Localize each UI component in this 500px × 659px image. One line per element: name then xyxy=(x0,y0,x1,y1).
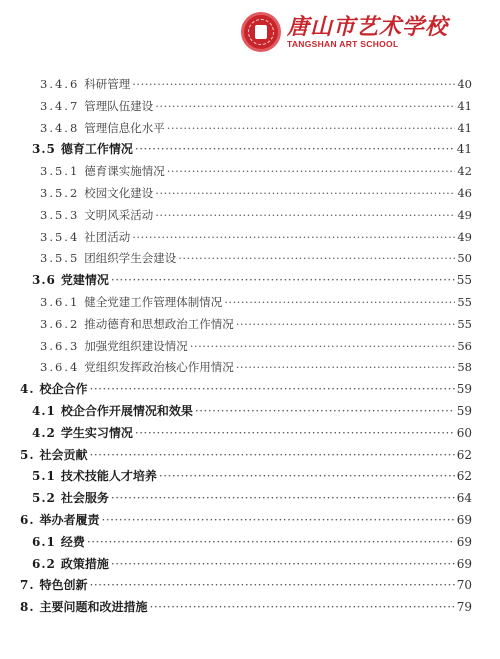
toc-entry-number: 3.5.1 xyxy=(40,164,80,179)
toc-entry[interactable] xyxy=(40,226,472,248)
toc-entry-number: 8. xyxy=(20,600,35,615)
toc-entry-page: 49 xyxy=(457,207,472,222)
toc-entry-page: 50 xyxy=(457,251,472,266)
toc-entry-number: 3.4.8 xyxy=(40,120,80,135)
toc-entry-title: 社团活动 xyxy=(84,229,131,244)
toc-leader-dots xyxy=(135,138,455,160)
toc-entry-page: 55 xyxy=(457,295,472,309)
toc-entry-title: 学生实习情况 xyxy=(60,425,133,440)
toc-leader-dots xyxy=(178,247,455,269)
toc-entry-number: 3.5.4 xyxy=(40,229,80,244)
toc-leader-dots xyxy=(167,117,456,139)
toc-entry-title: 举办者履责 xyxy=(39,513,100,527)
toc-leader-dots xyxy=(90,444,455,466)
toc-entry-number: 3.5 xyxy=(32,142,56,157)
toc-entry-number: 3.5.5 xyxy=(40,251,80,266)
toc-entry-title: 校企合作开展情况和效果 xyxy=(60,404,193,418)
toc-entry-title: 管理队伍建设 xyxy=(84,98,154,113)
toc-entry-page: 41 xyxy=(456,142,472,157)
toc-entry[interactable] xyxy=(32,422,472,444)
toc-entry[interactable] xyxy=(40,335,472,357)
toc-leader-dots xyxy=(135,422,455,444)
toc-leader-dots xyxy=(155,204,455,226)
toc-entry-title: 经费 xyxy=(60,534,85,549)
toc-leader-dots xyxy=(224,291,455,313)
toc-entry[interactable] xyxy=(40,117,472,139)
toc-leader-dots xyxy=(190,335,456,357)
toc-entry-page: 58 xyxy=(457,360,472,375)
toc-leader-dots xyxy=(111,269,455,291)
toc-entry[interactable] xyxy=(40,160,472,182)
toc-entry-page: 42 xyxy=(457,164,472,179)
toc-entry[interactable] xyxy=(20,574,472,596)
toc-leader-dots xyxy=(111,553,455,575)
toc-entry-page: 69 xyxy=(456,534,472,549)
toc-leader-dots xyxy=(159,465,455,487)
toc-leader-dots xyxy=(155,182,455,204)
toc-entry[interactable] xyxy=(40,95,472,117)
toc-leader-dots xyxy=(102,509,455,531)
toc-entry[interactable] xyxy=(20,378,472,400)
toc-entry[interactable] xyxy=(20,444,472,466)
toc-entry[interactable] xyxy=(20,509,472,531)
toc-entry-page: 59 xyxy=(456,382,472,397)
toc-entry-page: 69 xyxy=(456,556,472,571)
toc-entry[interactable] xyxy=(40,73,472,95)
toc-entry-title: 主要问题和改进措施 xyxy=(39,600,148,615)
toc-entry-title: 团组织学生会建设 xyxy=(84,251,177,266)
toc-leader-dots xyxy=(167,160,456,182)
toc-leader-dots xyxy=(90,378,455,400)
toc-entry-number: 7. xyxy=(20,578,35,593)
toc-leader-dots xyxy=(132,73,455,95)
toc-entry-title: 德育工作情况 xyxy=(60,142,133,157)
toc-entry-page: 62 xyxy=(456,447,472,462)
toc-entry-page: 64 xyxy=(456,491,472,506)
toc-entry-title: 推动德育和思想政治工作情况 xyxy=(84,316,234,331)
toc-entry-number: 3.5.2 xyxy=(40,186,80,200)
toc-entry[interactable] xyxy=(20,596,472,618)
toc-entry-number: 3.5.3 xyxy=(40,207,80,222)
toc-entry-page: 69 xyxy=(456,513,472,527)
toc-entry[interactable] xyxy=(32,465,472,487)
toc-entry-number: 4.1 xyxy=(32,404,56,418)
toc-entry-page: 40 xyxy=(457,77,472,91)
toc-entry-page: 70 xyxy=(456,578,472,593)
toc-entry-number: 6. xyxy=(20,513,35,527)
toc-entry-title: 技术技能人才培养 xyxy=(60,469,157,484)
toc-entry-number: 5.2 xyxy=(32,491,56,506)
toc-entry-page: 62 xyxy=(456,469,472,484)
toc-entry-number: 3.4.6 xyxy=(40,77,80,91)
toc-entry-title: 科研管理 xyxy=(84,77,131,91)
toc-entry-title: 健全党建工作管理体制情况 xyxy=(84,295,223,309)
toc-entry-number: 3.4.7 xyxy=(40,98,80,113)
school-logo-wordmark xyxy=(287,15,448,49)
school-name-en: TANGSHAN ART SCHOOL xyxy=(286,39,399,49)
toc-entry-title: 加强党组织建设情况 xyxy=(84,338,188,353)
toc-entry-page: 46 xyxy=(457,186,472,200)
toc-entry-number: 3.6.3 xyxy=(40,338,80,353)
toc-entry-number: 4.2 xyxy=(32,425,56,440)
toc-entry-title: 校企合作 xyxy=(39,382,88,397)
toc-entry-page: 49 xyxy=(457,229,472,244)
toc-leader-dots xyxy=(87,531,455,553)
school-name-cn: 唐山市艺术学校 xyxy=(286,14,448,40)
toc-entry-page: 56 xyxy=(457,338,472,353)
toc-entry-number: 3.6.1 xyxy=(40,295,80,309)
toc-entry[interactable] xyxy=(32,138,472,160)
toc-leader-dots xyxy=(111,487,455,509)
toc-entry[interactable] xyxy=(32,269,472,291)
toc-leader-dots xyxy=(150,596,455,618)
toc-entry-page: 59 xyxy=(456,404,472,418)
toc-entry-number: 5. xyxy=(20,447,35,462)
toc-entry-page: 79 xyxy=(456,600,472,615)
toc-entry-title: 德育课实施情况 xyxy=(84,164,165,179)
toc-entry-title: 社会服务 xyxy=(60,491,109,506)
toc-entry[interactable] xyxy=(32,531,472,553)
toc-entry-number: 4. xyxy=(20,382,35,397)
toc-entry-title: 社会贡献 xyxy=(39,447,88,462)
toc-entry-number: 6.2 xyxy=(32,556,56,571)
toc-entry-number: 6.1 xyxy=(32,534,56,549)
toc-leader-dots xyxy=(236,356,456,378)
toc-entry-number: 3.6.4 xyxy=(40,360,80,375)
toc-leader-dots xyxy=(195,400,455,422)
toc-entry[interactable] xyxy=(40,204,472,226)
toc-entry-title: 党组织发挥政治核心作用情况 xyxy=(84,360,234,375)
toc-entry[interactable] xyxy=(32,400,472,422)
toc-entry[interactable] xyxy=(40,356,472,378)
toc-entry-title: 党建情况 xyxy=(60,273,109,288)
toc-entry-title: 管理信息化水平 xyxy=(84,120,165,135)
toc-entry[interactable] xyxy=(32,553,472,575)
toc-entry-number: 5.1 xyxy=(32,469,56,484)
toc-leader-dots xyxy=(90,574,455,596)
toc-entry-page: 41 xyxy=(457,120,472,135)
school-seal-icon xyxy=(241,12,281,52)
toc-entry[interactable] xyxy=(40,247,472,269)
toc-leader-dots xyxy=(155,95,455,117)
toc-entry-page: 55 xyxy=(456,273,472,288)
toc-entry[interactable] xyxy=(40,182,472,204)
toc-entry[interactable] xyxy=(40,313,472,335)
toc-entry-number: 3.6 xyxy=(32,273,56,288)
toc-entry-page: 55 xyxy=(457,316,472,331)
toc-entry-title: 校园文化建设 xyxy=(84,186,154,200)
toc-entry-title: 特色创新 xyxy=(39,578,88,593)
toc-entry-title: 政策措施 xyxy=(60,556,109,571)
toc-entry[interactable] xyxy=(40,291,472,313)
school-logo-header xyxy=(241,12,448,52)
toc-entry[interactable] xyxy=(32,487,472,509)
toc-leader-dots xyxy=(236,313,456,335)
toc-entry-number: 3.6.2 xyxy=(40,316,80,331)
toc-entry-page: 41 xyxy=(457,98,472,113)
toc-entry-title: 文明风采活动 xyxy=(84,207,154,222)
toc-entry-page: 60 xyxy=(456,425,472,440)
toc-leader-dots xyxy=(132,226,455,248)
